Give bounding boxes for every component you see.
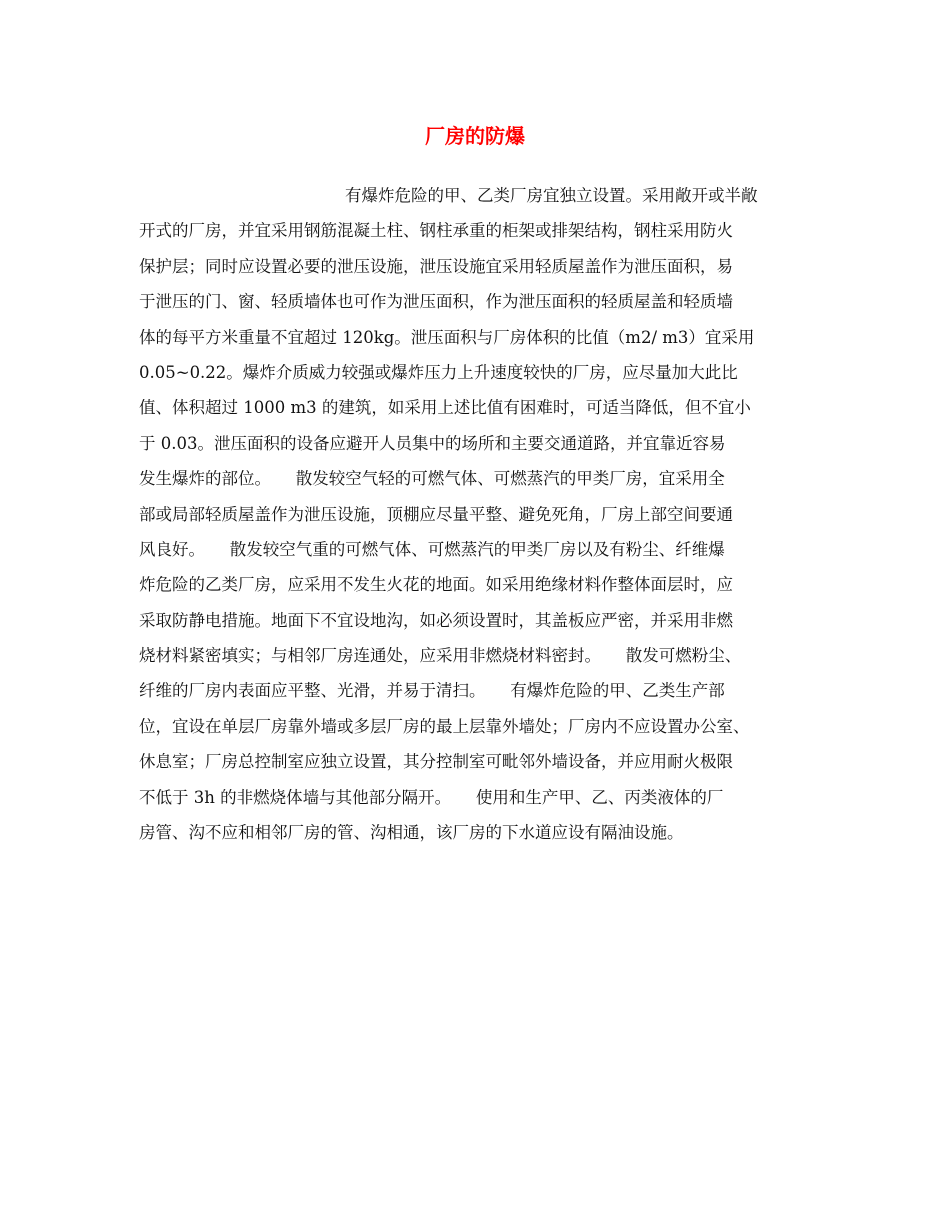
body-line: 部或局部轻质屋盖作为泄压设施，顶棚应尽量平整、避免死角，厂房上部空间要通 [139, 504, 733, 524]
body-line: 发生爆炸的部位。 散发较空气轻的可燃气体、可燃蒸汽的甲类厂房，宜采用全 [139, 469, 725, 489]
body-line: 位，宜设在单层厂房靠外墙或多层厂房的最上层靠外墙处；厂房内不应设置办公室、 [139, 716, 750, 736]
body-line: 值、体积超过 1000 m3 的建筑，如采用上述比值有困难时，可适当降低，但不宜小 [139, 398, 751, 418]
body-line: 0.05~0.22。爆炸介质威力较强或爆炸压力上升速度较快的厂房，应尽量加大此比 [139, 362, 738, 382]
body-line: 不低于 3h 的非燃烧体墙与其他部分隔开。 使用和生产甲、乙、丙类液体的厂 [139, 787, 724, 807]
body-line: 休息室；厂房总控制室应独立设置，其分控制室可毗邻外墙设备，并应用耐火极限 [139, 752, 733, 772]
body-line: 采取防静电措施。地面下不宜设地沟，如必须设置时，其盖板应严密，并采用非燃 [139, 610, 733, 630]
body-line: 于 0.03。泄压面积的设备应避开人员集中的场所和主要交通道路，并宜靠近容易 [139, 433, 726, 453]
body-line: 保护层；同时应设置必要的泄压设施，泄压设施宜采用轻质屋盖作为泄压面积，易 [139, 256, 733, 276]
body-line: 于泄压的门、窗、轻质墙体也可作为泄压面积，作为泄压面积的轻质屋盖和轻质墙 [139, 292, 733, 312]
body-line: 炸危险的乙类厂房，应采用不发生火花的地面。如采用绝缘材料作整体面层时，应 [139, 575, 733, 595]
body-line: 体的每平方米重量不宜超过 120kg。泄压面积与厂房体积的比值（m2/ m3）宜采用 [139, 327, 755, 347]
document-body [139, 178, 813, 850]
document-title: 厂房的防爆 [425, 124, 525, 148]
body-line: 纤维的厂房内表面应平整、光滑，并易于清扫。 有爆炸危险的甲、乙类生产部 [139, 681, 725, 701]
body-line: 有爆炸危险的甲、乙类厂房宜独立设置。采用敞开或半敞 [345, 186, 758, 205]
body-line: 房管、沟不应和相邻厂房的管、沟相通，该厂房的下水道应设有隔油设施。 [139, 823, 684, 843]
body-line: 开式的厂房，并宜采用钢筋混凝土柱、钢柱承重的柜架或排架结构，钢柱采用防火 [139, 221, 733, 241]
body-line: 风良好。 散发较空气重的可燃气体、可燃蒸汽的甲类厂房以及有粉尘、纤维爆 [139, 539, 725, 559]
body-line: 烧材料紧密填实；与相邻厂房连通处，应采用非燃烧材料密封。 散发可燃粉尘、 [139, 646, 742, 666]
